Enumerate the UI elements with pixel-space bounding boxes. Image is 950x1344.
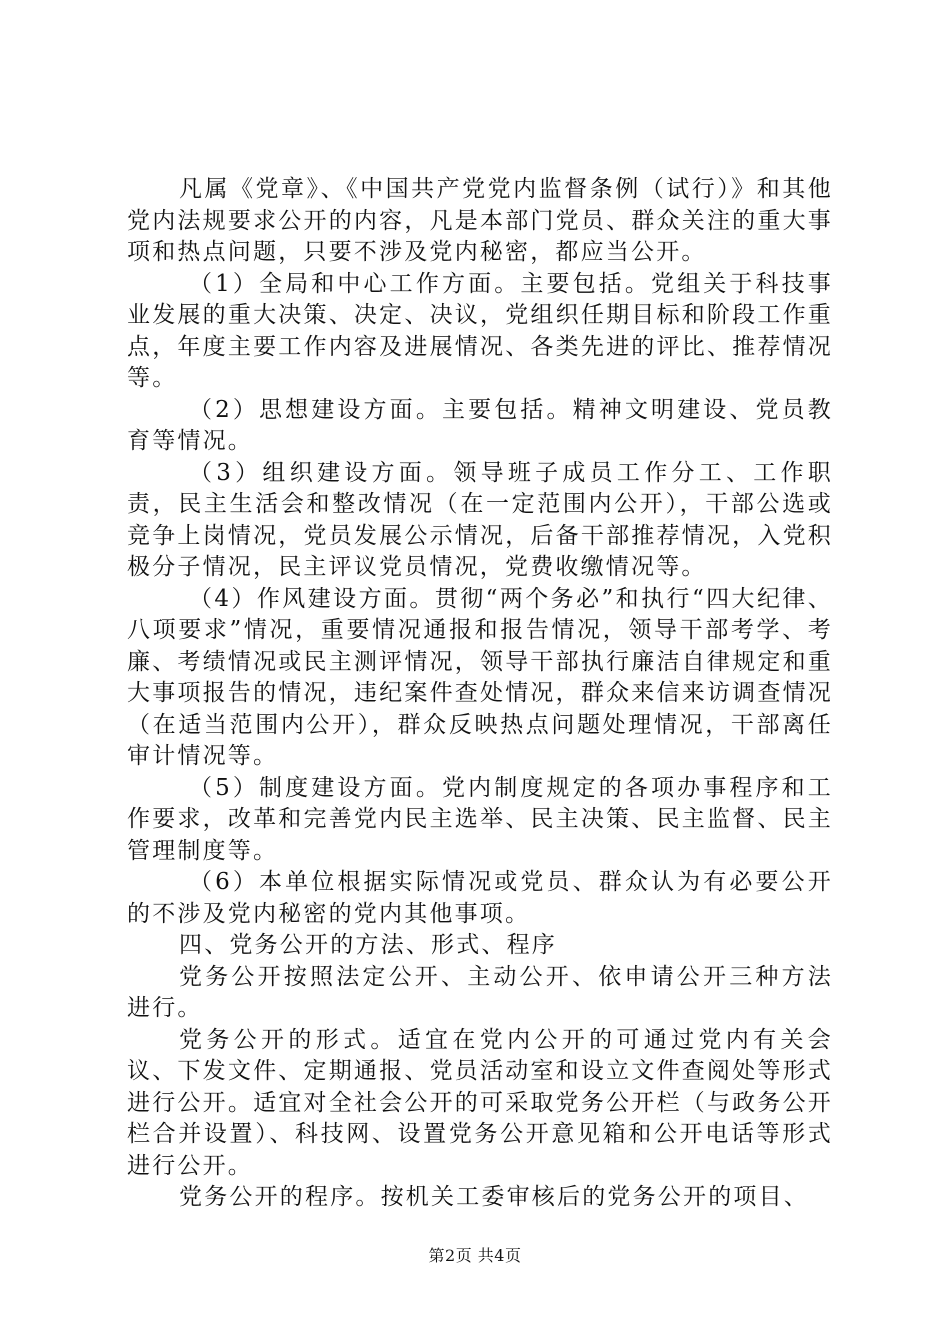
paragraph-item-1: （1）全局和中心工作方面。主要包括。党组关于科技事业发展的重大决策、决定、决议，党组织任期目标和阶段工作重点，年度主要工作内容及进展情况、各类先进的评比、推荐情况等。 bbox=[127, 270, 833, 391]
paragraph-methods: 党务公开按照法定公开、主动公开、依申请公开三种方法进行。 bbox=[127, 963, 833, 1021]
paragraph-item-3: （3）组织建设方面。领导班子成员工作分工、工作职责，民主生活会和整改情况（在一定范围内公开），干部公选或竞争上岗情况，党员发展公示情况，后备干部推荐情况，入党积极分子情况，民主评议党员情况，党费收缴情况等。 bbox=[127, 459, 833, 580]
section-heading: 四、党务公开的方法、形式、程序 bbox=[179, 932, 557, 958]
paragraph-item-5: （5）制度建设方面。党内制度规定的各项办事程序和工作要求，改革和完善党内民主选举、民主决策、民主监督、民主管理制度等。 bbox=[127, 774, 833, 864]
paragraph-item-6: （6）本单位根据实际情况或党员、群众认为有必要公开的不涉及党内秘密的党内其他事项。 bbox=[127, 869, 833, 927]
paragraph-item-4: （4）作风建设方面。贯彻“两个务必”和执行“四大纪律、八项要求”情况，重要情况通报和报告情况，领导干部考学、考廉、考绩情况或民主测评情况，领导干部执行廉洁自律规定和重大事项报告的情况，违纪案件查处情况，群众来信来访调查情况（在适当范围内公开），群众反映热点问题处理情况，干部离任审计情况等。 bbox=[127, 585, 833, 769]
paragraph-forms: 党务公开的形式。适宜在党内公开的可通过党内有关会议、下发文件、定期通报、党员活动室和设立文件查阅处等形式进行公开。适宜对全社会公开的可采取党务公开栏（与政务公开栏合并设置）、科技网、设置党务公开意见箱和公开电话等形式进行公开。 bbox=[127, 1026, 833, 1179]
paragraph-procedure: 党务公开的程序。按机关工委审核后的党务公开的项目、 bbox=[179, 1184, 809, 1210]
paragraph-intro: 凡属《党章》、《中国共产党党内监督条例（试行）》和其他党内法规要求公开的内容，凡是本部门党员、群众关注的重大事项和热点问题，只要不涉及党内秘密，都应当公开。 bbox=[127, 176, 833, 265]
paragraph-item-2: （2）思想建设方面。主要包括。精神文明建设、党员教育等情况。 bbox=[127, 396, 833, 454]
page-number-footer: 第2页 共4页 bbox=[428, 1246, 522, 1265]
document-body bbox=[127, 174, 833, 1214]
